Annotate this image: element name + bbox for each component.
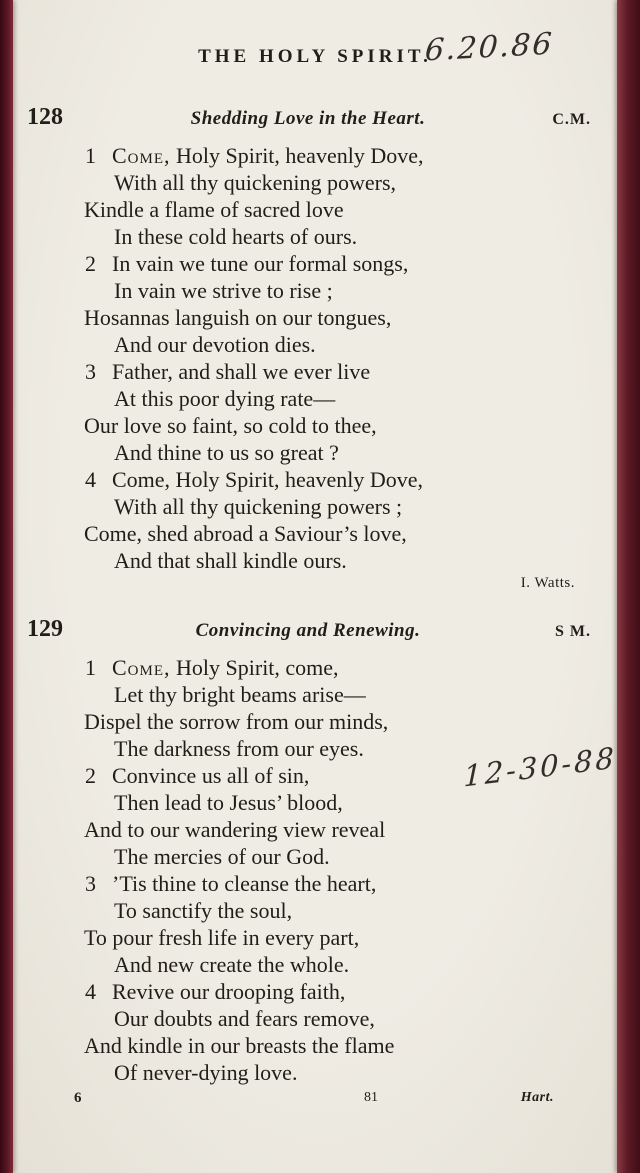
verse-line: And new create the whole. <box>114 952 350 977</box>
verse-line: 1 Come, Holy Spirit, come, <box>85 655 339 680</box>
verse-line: The mercies of our God. <box>114 844 330 869</box>
lead-word: Come, <box>112 143 171 168</box>
verse-line: To sanctify the soul, <box>114 898 293 923</box>
verse-line: Let thy bright beams arise— <box>114 682 366 707</box>
footer-page-number: 81 <box>364 1090 378 1105</box>
hymn-129 <box>13 616 617 1086</box>
hymn-meter: S M. <box>555 623 591 640</box>
stanza-number: 1 <box>85 655 96 680</box>
verse-line: In these cold hearts of ours. <box>114 224 358 249</box>
stanza-number: 2 <box>85 763 96 788</box>
verse-line: Of never-dying love. <box>114 1060 298 1085</box>
stanza-number: 3 <box>85 359 96 384</box>
verse-line: To pour fresh life in every part, <box>84 925 360 950</box>
hymn-meter: C.M. <box>552 111 591 128</box>
verse-line: The darkness from our eyes. <box>114 736 364 761</box>
hymn-author: I. Watts. <box>520 575 575 591</box>
verse-line: And to our wandering view reveal <box>84 817 386 842</box>
verse-line: 3 Father, and shall we ever live <box>85 359 371 384</box>
stanza-1 <box>13 142 617 250</box>
running-head: THE HOLY SPIRIT. <box>198 46 432 67</box>
left-binding-edge <box>0 0 13 1173</box>
stanza-number: 4 <box>85 467 96 492</box>
verse-line: And thine to us so great ? <box>114 440 339 465</box>
hymns-container <box>13 104 617 1086</box>
stanza-number: 2 <box>85 251 96 276</box>
verse-line: With all thy quickening powers ; <box>114 494 403 519</box>
verse-line: Hosannas languish on our tongues, <box>84 305 392 330</box>
verse-line: With all thy quickening powers, <box>114 170 397 195</box>
handwritten-date-inline: 12-30-88 <box>463 740 618 794</box>
verse-line: 2 Convince us all of sin, 12-30-88 <box>85 740 618 794</box>
verse-line: In vain we strive to rise ; <box>114 278 333 303</box>
hymn-heading <box>13 616 617 644</box>
verse-line: Kindle a flame of sacred love <box>84 197 344 222</box>
verse-line: Our love so faint, so cold to thee, <box>84 413 377 438</box>
footer-attribution: Hart. <box>520 1090 554 1105</box>
verse-line: Our doubts and fears remove, <box>114 1006 375 1031</box>
verse-line: 4 Come, Holy Spirit, heavenly Dove, <box>85 467 424 492</box>
stanza-number: 4 <box>85 979 96 1004</box>
verse-line: And our devotion dies. <box>114 332 316 357</box>
verse-line: And that shall kindle ours. <box>114 548 347 573</box>
stanza-1 <box>13 654 617 762</box>
verse-line: 4 Revive our drooping faith, <box>85 979 346 1004</box>
page-header <box>13 0 617 90</box>
verse-line: At this poor dying rate— <box>114 386 336 411</box>
handwritten-date-top: 6.20.86 <box>423 26 555 69</box>
hymn-heading <box>13 104 617 132</box>
stanza-number: 1 <box>85 143 96 168</box>
hymn-number: 128 <box>27 104 63 130</box>
hymn-title: Convincing and Renewing. <box>195 620 421 641</box>
verse-line: 3 ’Tis thine to cleanse the heart, <box>85 871 377 896</box>
verse-line: And kindle in our breasts the flame <box>84 1033 395 1058</box>
verse-line: Then lead to Jesus’ blood, <box>114 790 343 815</box>
hymn-title: Shedding Love in the Heart. <box>190 108 426 129</box>
stanza-2 <box>13 250 617 358</box>
hymn-number: 129 <box>27 616 63 642</box>
verse-line: Dispel the sorrow from our minds, <box>84 709 389 734</box>
verse-line: 2 In vain we tune our formal songs, <box>85 251 409 276</box>
verse-line: Come, shed abroad a Saviour’s love, <box>84 521 407 546</box>
stanza-4 <box>13 466 617 574</box>
stanza-3 <box>13 358 617 466</box>
hymn-128 <box>13 104 617 592</box>
right-binding-edge <box>617 0 640 1173</box>
stanza-3 <box>13 870 617 978</box>
footer-left-number: 6 <box>74 1090 82 1106</box>
page-footer <box>26 1090 594 1116</box>
stanza-number: 3 <box>85 871 96 896</box>
stanza-4 <box>13 978 617 1086</box>
lead-word: Come, <box>112 655 171 680</box>
verse-line: 1 Come, Holy Spirit, heavenly Dove, <box>85 143 424 168</box>
page-content <box>13 0 617 1173</box>
